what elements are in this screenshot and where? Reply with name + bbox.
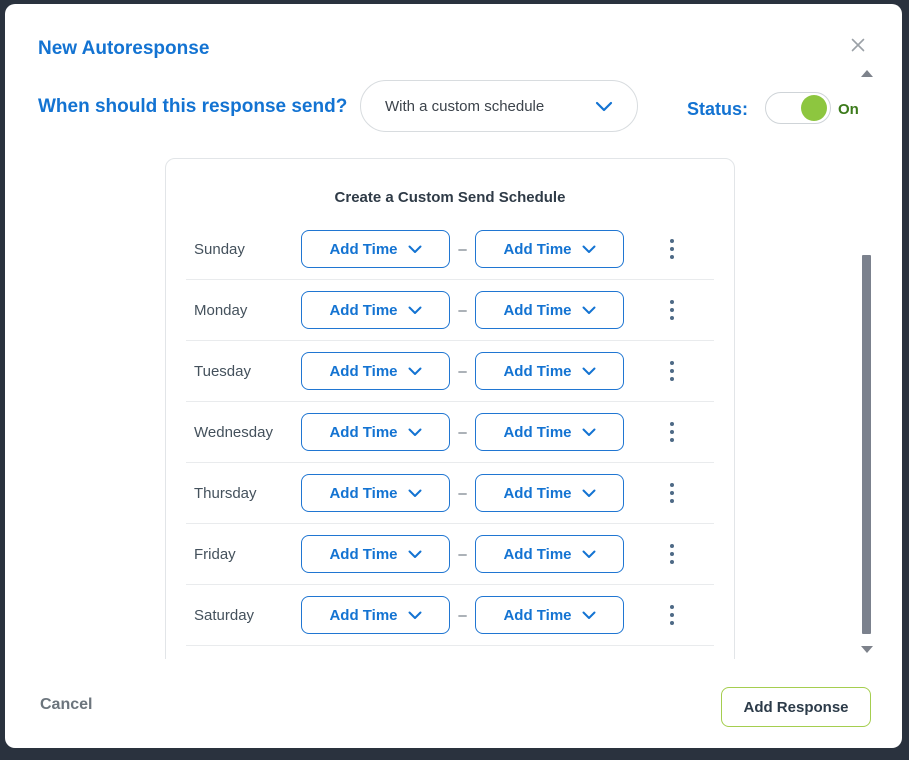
day-label: Tuesday	[194, 362, 251, 380]
chevron-down-icon	[582, 245, 596, 254]
status-label: Status:	[687, 99, 749, 119]
day-label: Saturday	[194, 606, 255, 624]
kebab-menu-icon[interactable]	[666, 296, 678, 324]
schedule-type-dropdown[interactable]	[360, 80, 638, 132]
schedule-day-row	[186, 341, 714, 402]
modal-title: New Autoresponse	[38, 38, 210, 59]
schedule-day-row	[186, 280, 714, 341]
add-time-start-button[interactable]: Add Time	[301, 474, 450, 512]
status-state-label: On	[838, 101, 859, 118]
chevron-down-icon	[408, 245, 422, 254]
chevron-down-icon	[408, 367, 422, 376]
chevron-down-icon	[582, 367, 596, 376]
scrollbar-thumb[interactable]	[862, 255, 871, 634]
add-time-end-button[interactable]: Add Time	[475, 413, 624, 451]
schedule-card-title: Create a Custom Send Schedule	[334, 189, 566, 206]
add-time-end-button[interactable]: Add Time	[475, 596, 624, 634]
chevron-down-icon	[582, 489, 596, 498]
chevron-down-icon	[408, 550, 422, 559]
scroll-up-arrow-icon[interactable]	[861, 70, 873, 77]
time-range-separator: –	[458, 484, 467, 502]
chevron-down-icon	[582, 306, 596, 315]
schedule-day-row	[186, 219, 714, 280]
kebab-menu-icon[interactable]	[666, 235, 678, 263]
add-time-start-button[interactable]: Add Time	[301, 291, 450, 329]
add-response-button[interactable]: Add Response	[721, 687, 871, 727]
schedule-day-row	[186, 402, 714, 463]
x-icon	[850, 37, 866, 56]
add-time-end-button[interactable]: Add Time	[475, 352, 624, 390]
chevron-down-icon	[408, 489, 422, 498]
add-time-end-button[interactable]: Add Time	[475, 230, 624, 268]
time-range-separator: –	[458, 240, 467, 258]
custom-schedule-card	[165, 158, 735, 659]
chevron-down-icon	[408, 611, 422, 620]
send-question-label: When should this response send?	[38, 96, 348, 117]
kebab-menu-icon[interactable]	[666, 418, 678, 446]
time-range-separator: –	[458, 301, 467, 319]
day-label: Thursday	[194, 484, 257, 502]
add-time-start-button[interactable]: Add Time	[301, 413, 450, 451]
kebab-menu-icon[interactable]	[666, 357, 678, 385]
kebab-menu-icon[interactable]	[666, 601, 678, 629]
kebab-menu-icon[interactable]	[666, 479, 678, 507]
add-time-start-button[interactable]: Add Time	[301, 230, 450, 268]
chevron-down-icon	[595, 101, 613, 112]
status-toggle[interactable]	[765, 92, 831, 124]
toggle-knob	[801, 95, 827, 121]
close-button[interactable]	[847, 35, 869, 57]
chevron-down-icon	[582, 550, 596, 559]
add-time-start-button[interactable]: Add Time	[301, 352, 450, 390]
chevron-down-icon	[582, 428, 596, 437]
schedule-day-row	[186, 524, 714, 585]
chevron-down-icon	[408, 306, 422, 315]
day-label: Friday	[194, 545, 236, 563]
scroll-down-arrow-icon[interactable]	[861, 646, 873, 653]
day-label: Sunday	[194, 240, 245, 258]
new-autoresponse-modal	[5, 4, 902, 748]
cancel-button[interactable]: Cancel	[40, 696, 93, 713]
time-range-separator: –	[458, 362, 467, 380]
day-label: Monday	[194, 301, 248, 319]
chevron-down-icon	[408, 428, 422, 437]
add-time-end-button[interactable]: Add Time	[475, 474, 624, 512]
time-range-separator: –	[458, 545, 467, 563]
time-range-separator: –	[458, 606, 467, 624]
add-time-end-button[interactable]: Add Time	[475, 535, 624, 573]
schedule-card-scroll-region	[165, 158, 737, 659]
schedule-rows	[186, 219, 714, 646]
add-time-end-button[interactable]: Add Time	[475, 291, 624, 329]
schedule-type-selected-value: With a custom schedule	[385, 97, 545, 115]
add-time-start-button[interactable]: Add Time	[301, 535, 450, 573]
chevron-down-icon	[582, 611, 596, 620]
schedule-day-row	[186, 463, 714, 524]
day-label: Wednesday	[194, 423, 273, 441]
kebab-menu-icon[interactable]	[666, 540, 678, 568]
schedule-day-row	[186, 585, 714, 646]
add-time-start-button[interactable]: Add Time	[301, 596, 450, 634]
time-range-separator: –	[458, 423, 467, 441]
